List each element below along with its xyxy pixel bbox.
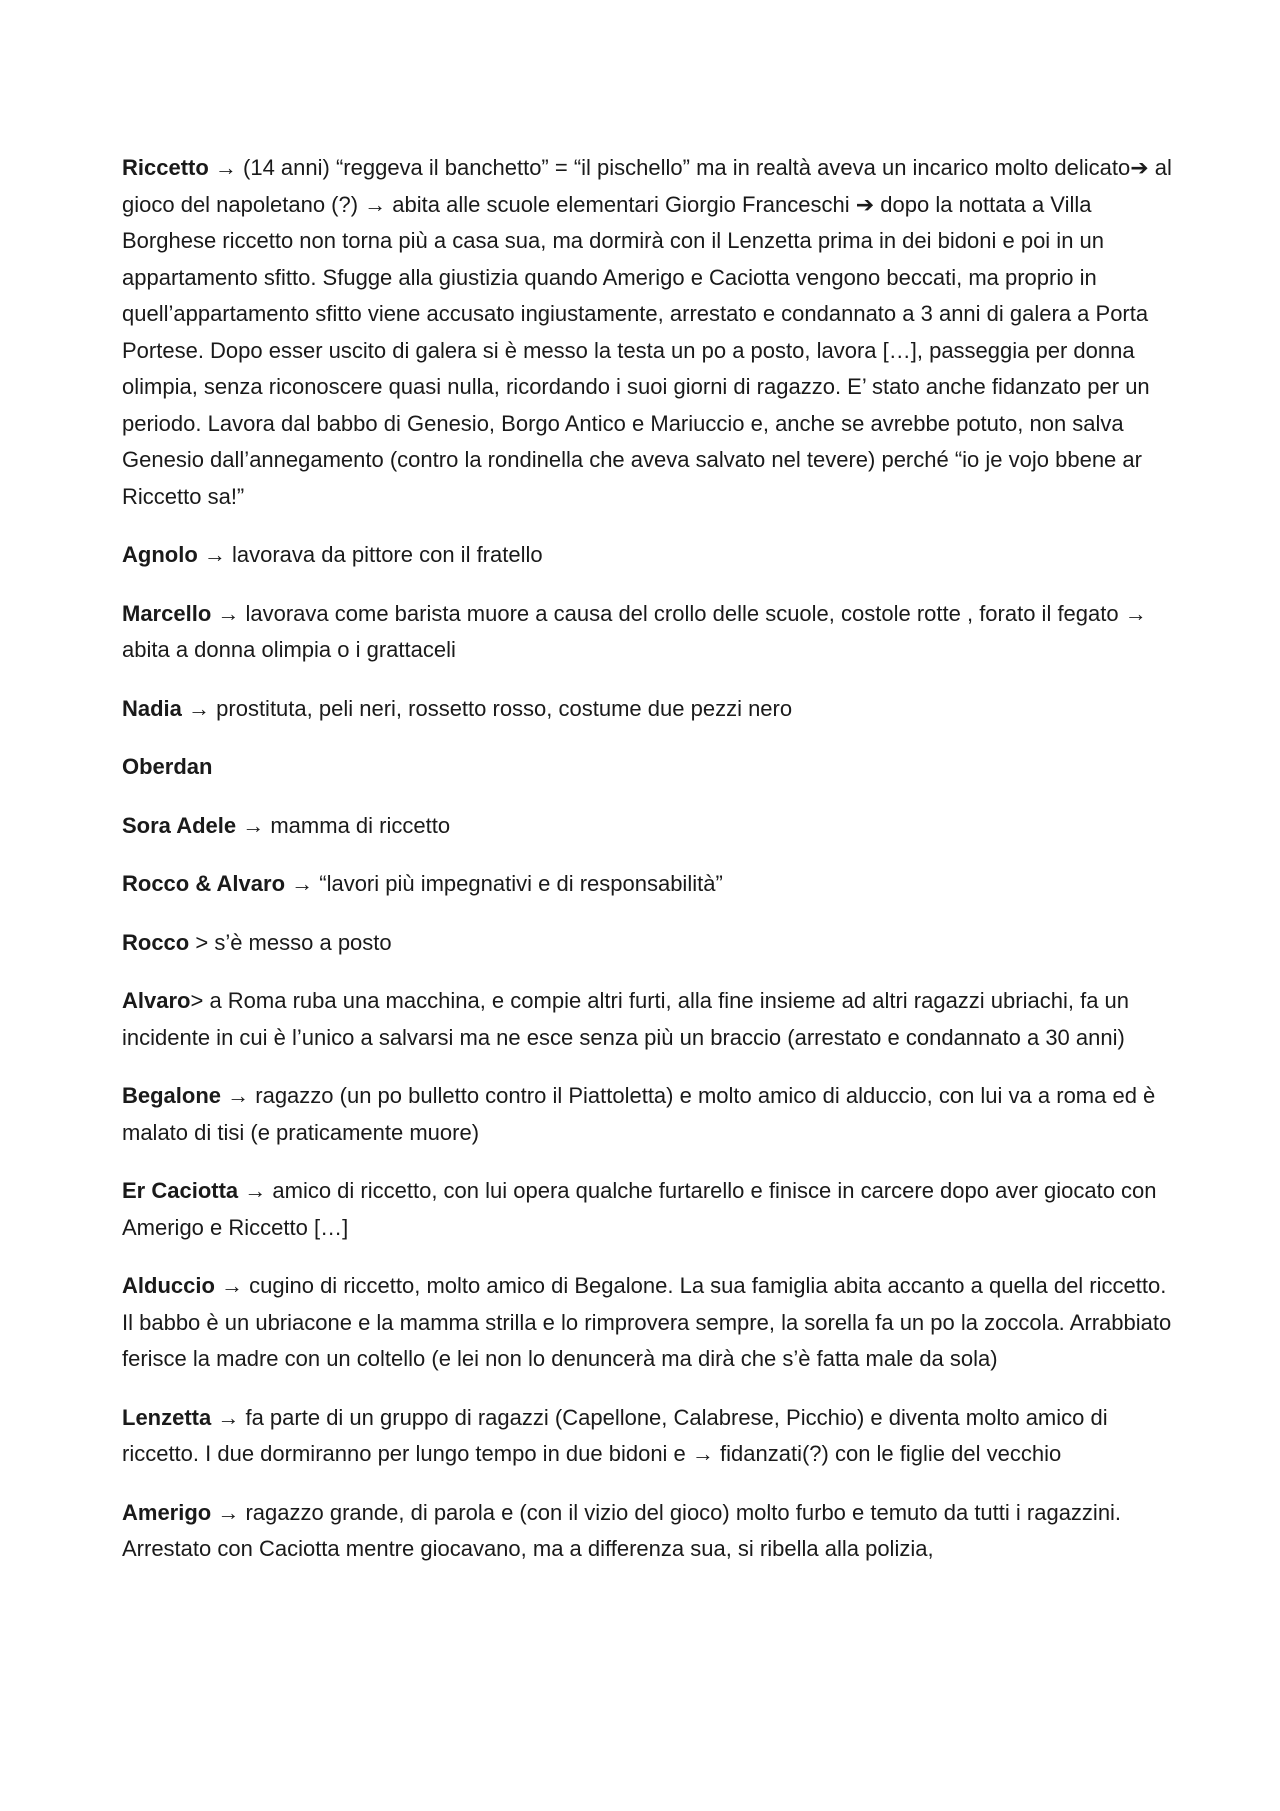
entry-lenzetta [122, 1400, 1172, 1473]
entry-rocco [122, 925, 1172, 962]
entry-text: → ragazzo (un po bulletto contro il Piattoletta) e molto amico di alduccio, con lui va a roma ed è malato di tisi (e praticamente muore) [122, 1083, 1156, 1145]
entry-marcello [122, 596, 1172, 669]
entry-text: → lavorava da pittore con il fratello [197, 542, 543, 567]
entry-text: → (14 anni) “reggeva il banchetto” = “il pischello” ma in realtà aveva un incarico molto delicato➔ al gioco del napoletano (?) → abita alle scuole elementari Giorgio Franceschi ➔ dopo la nottata a Villa Borghese riccetto non torna più a casa sua, ma dormirà con il Lenzetta prima in dei bidoni e poi in un appartamento sfitto. Sfugge alla giustizia quando Amerigo e Caciotta vengono beccati, ma proprio in quell’appartamento sfitto viene accusato ingiustamente, arrestato e condannato a 3 anni di galera a Porta Portese. Dopo esser uscito di galera si è messo la testa un po a posto, lavora […], passeggia per donna olimpia, senza riconoscere quasi nulla, ricordando i suoi giorni di ragazzo. E’ stato anche fidanzato per un periodo. Lavora dal babbo di Genesio, Borgo Antico e Mariuccio e, anche se avrebbe potuto, non salva Genesio dall’annegamento (contro la rondinella che aveva salvato nel tevere) perché “io je vojo bbene ar Riccetto sa!” [122, 155, 1172, 509]
entry-name: Lenzetta [122, 1404, 212, 1430]
entry-name: Er Caciotta [122, 1178, 239, 1203]
entry-alvaro [122, 983, 1172, 1056]
entry-nadia [122, 691, 1172, 728]
entry-name: Marcello [122, 600, 212, 626]
entry-text: → amico di riccetto, con lui opera qualche furtarello e finisce in carcere dopo aver giocato con Amerigo e Riccetto […] [122, 1178, 1157, 1240]
entry-name: Nadia [122, 695, 182, 721]
entry-name: Alduccio [122, 1273, 215, 1298]
entry-text: → cugino di riccetto, molto amico di Begalone. La sua famiglia abita accanto a quella del riccetto. Il babbo è un ubriacone e la mamma strilla e lo rimprovera sempre, la sorella fa un po la zoccola. Arrabbiato ferisce la madre con un coltello (e lei non lo denuncerà ma dirà che s’è fatta male da sola) [122, 1273, 1172, 1371]
entry-name: Begalone [122, 1083, 222, 1108]
entry-text: → ragazzo grande, di parola e (con il vizio del gioco) molto furbo e temuto da tutti i ragazzini. Arrestato con Caciotta mentre giocavano, ma a differenza sua, si ribella alla polizia, [122, 1499, 1122, 1561]
entry-text: > a Roma ruba una macchina, e compie altri furti, alla fine insieme ad altri ragazzi ubriachi, fa un incidente in cui è l’unico a salvarsi ma ne esce senza più un braccio (arrestato e condannato a 30 anni) [122, 988, 1130, 1050]
document-body [122, 150, 1172, 1590]
entry-text: → fa parte di un gruppo di ragazzi (Capellone, Calabrese, Picchio) e diventa molto amico di riccetto. I due dormiranno per lungo tempo in due bidoni e → fidanzati(?) con le figlie del vecchio [122, 1404, 1108, 1466]
entry-er-caciotta [122, 1173, 1172, 1246]
entry-sora-adele [122, 808, 1172, 845]
entry-riccetto [122, 150, 1172, 515]
entry-oberdan [122, 749, 1172, 786]
entry-name: Agnolo [122, 542, 198, 567]
entry-name: Oberdan [122, 754, 213, 779]
entry-agnolo [122, 537, 1172, 574]
entry-begalone [122, 1078, 1172, 1151]
entry-text: → “lavori più impegnativi e di responsabilità” [285, 871, 723, 896]
entry-name: Alvaro [122, 988, 191, 1013]
entry-alduccio [122, 1268, 1172, 1378]
entry-name: Rocco & Alvaro [122, 871, 286, 896]
entry-name: Rocco [122, 929, 190, 955]
entry-text: → lavorava come barista muore a causa del crollo delle scuole, costole rotte , forato il fegato → abita a donna olimpia o i grattaceli [122, 600, 1147, 662]
entry-text: > s’è messo a posto [189, 929, 392, 955]
entry-name: Sora Adele [122, 812, 237, 838]
entry-name: Riccetto [122, 155, 209, 180]
entry-name: Amerigo [122, 1499, 212, 1525]
entry-text: → prostituta, peli neri, rossetto rosso, costume due pezzi nero [181, 695, 793, 721]
entry-rocco-alvaro [122, 866, 1172, 903]
entry-text: → mamma di riccetto [236, 812, 451, 838]
entry-amerigo [122, 1495, 1172, 1568]
